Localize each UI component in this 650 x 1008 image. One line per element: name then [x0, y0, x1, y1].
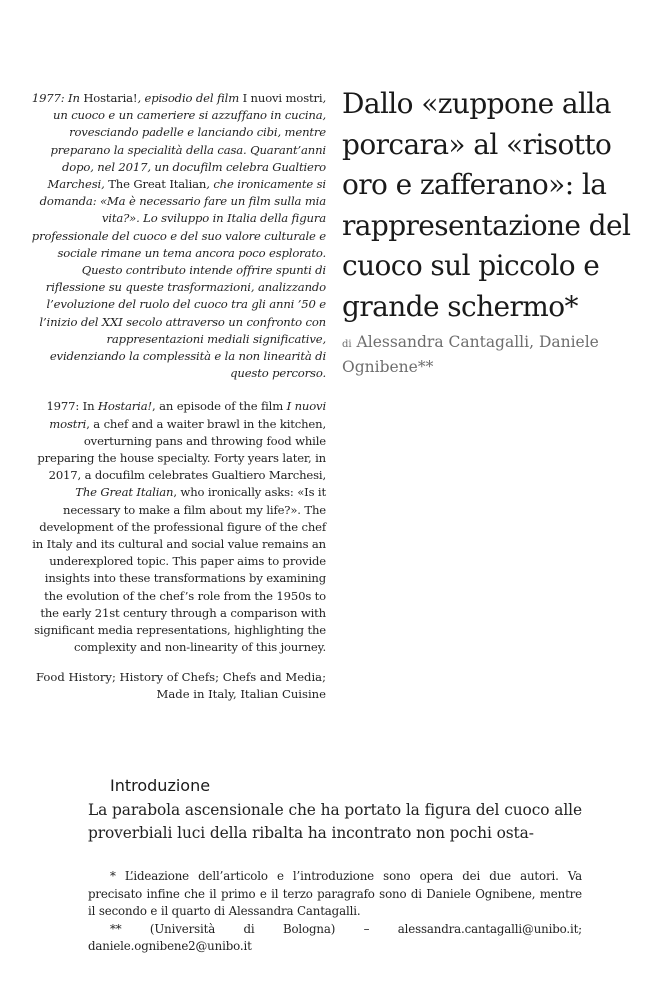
section-heading-introduzione: Introduzione — [110, 776, 211, 795]
footnote-2: ** (Università di Bologna) – alessandra.cantagalli@unibo.it; daniele.ognibene2@unibo.it — [88, 921, 582, 954]
abstract-italian — [30, 90, 326, 382]
footnotes — [88, 868, 582, 956]
abstract-en-film-title: I nuovi mostri — [49, 399, 326, 431]
abstract-it-text: , che ironicamente si domanda: «Ma è necessario fare un film sulla mia vita?». Lo sviluppo in Italia della figura professionale del cuoco e del suo valore culturale e sociale rimane un tema ancora poco esplorato. Questo contributo intende offrire spunti di riflessione su queste trasformazioni, analizzando l’evoluzione del ruolo del cuoco tra gli anni ’50 e l’inizio del XXI secolo attraverso un confronto con rappresentazioni mediali significative, evidenziando la complessità e la non linearità di questo percorso. — [31, 177, 326, 381]
abstract-it-text: , un cuoco e un cameriere si azzuffano in cucina, rovesciando padelle e lanciando cibi, mentre preparano la specialità della casa. Quarant’anni dopo, nel 2017, un docufilm celebra Gualtiero Marchesi, — [47, 91, 326, 192]
abstract-it-docufilm-title: The Great Italian — [108, 177, 207, 192]
abstract-en-text: , a chef and a waiter brawl in the kitchen, overturning pans and throwing food while preparing the house specialty. Forty years later, in 2017, a docufilm celebrates Gualtiero Marchesi, — [37, 416, 326, 483]
author-byline — [342, 331, 632, 378]
footnote-1: * L’ideazione dell’articolo e l’introduzione sono opera dei due autori. Va precisato infine che il primo e il terzo paragrafo sono di Daniele Ognibene, mentre il secondo e il quarto di Alessandra Cantagalli. — [88, 869, 582, 919]
abstract-en-text: , an episode of the film — [152, 399, 287, 414]
intro-paragraph: La parabola ascensionale che ha portato la figura del cuoco alle proverbiali luci della ribalta ha incontrato non pochi osta- — [88, 801, 582, 842]
abstracts-column — [30, 90, 326, 703]
abstract-it-text: , episodio del film — [137, 91, 243, 105]
abstract-english — [30, 398, 326, 656]
title-block — [342, 84, 632, 378]
abstract-en-text: 1977: In — [46, 399, 98, 414]
article-title: Dallo «zuppone alla porcara» al «risotto oro e zafferano»: la rappresentazione del cuoco sul piccolo e grande schermo* — [342, 87, 631, 323]
byline-di: di — [342, 339, 352, 350]
abstract-it-text: 1977: In — [31, 91, 84, 105]
author-names: Alessandra Cantagalli, Daniele Ognibene** — [342, 333, 599, 376]
abstract-en-text: , who ironically asks: «Is it necessary to make a film about my life?». The development of the professional figure of the chef in Italy and its cultural and social value remains an underexplored topic. This paper aims to provide insights into these transformations by examining the evolution of the chef’s role from the 1950s to the early 21st century through a comparison with significant media representations, highlighting the complexity and non-linearity of this journey. — [32, 485, 326, 655]
abstract-it-film-title: I nuovi mostri — [242, 91, 323, 105]
keywords: Food History; History of Chefs; Chefs and Media; Made in Italy, Italian Cuisine — [35, 669, 326, 701]
abstract-it-episode-title: Hostaria! — [83, 91, 138, 105]
abstract-en-episode-title: Hostaria! — [97, 399, 153, 414]
abstract-en-docufilm-title: The Great Italian — [75, 485, 174, 500]
